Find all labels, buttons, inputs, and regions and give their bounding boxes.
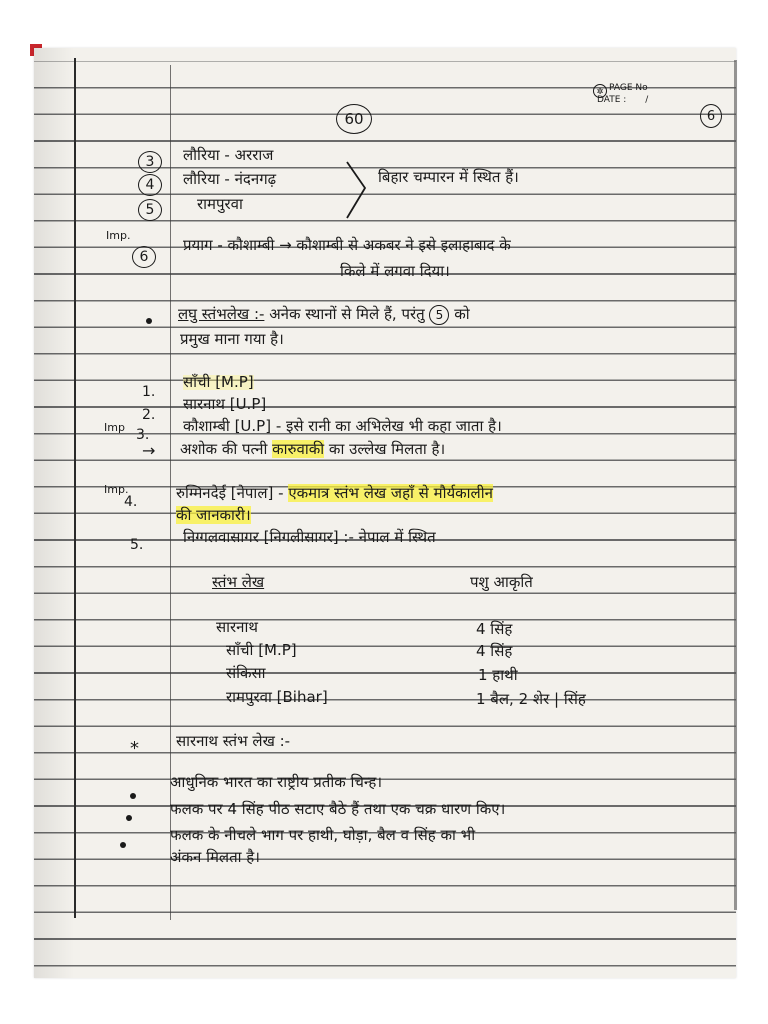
table-cell: 4 सिंह <box>476 620 513 638</box>
sarnath-bullet-3-cont: अंकन मिलता है। <box>170 848 260 866</box>
list-num-5: 5. <box>130 537 144 553</box>
circled-number-4 <box>138 174 162 196</box>
table-cell: संकिसा <box>226 664 266 682</box>
table-cell: 4 सिंह <box>476 642 513 660</box>
list-num-4: 4. <box>124 494 138 510</box>
karuvaki-highlight: कारुवाकी <box>272 440 325 458</box>
imp-mark-4: Imp. <box>104 483 129 496</box>
sarnath-bullet-1: आधुनिक भारत का राष्ट्रीय प्रतीक चिन्ह। <box>170 773 383 791</box>
nigalisagar-line: निग्गलवासागर [निगलीसागर] :- नेपाल में स्थित <box>183 528 436 546</box>
list-num-3: 3. <box>136 427 150 443</box>
table-cell: 1 बैल, 2 शेर | सिंह <box>476 690 586 708</box>
minor-sanchi: साँची [M.P] <box>183 373 254 391</box>
num-4: 4 <box>145 177 155 193</box>
ashoka-wife-line <box>180 442 445 457</box>
corner-mark: 6 <box>706 108 716 124</box>
pillar-rampurva: रामपुरवा <box>197 195 243 213</box>
right-page-edge <box>734 60 737 910</box>
ashoka-wife-pre: अशोक की पत्नी <box>180 440 268 458</box>
table-cell: साँची [M.P] <box>226 641 297 659</box>
bullet-dot <box>126 815 132 821</box>
star-mark-icon: * <box>130 738 139 759</box>
minor-edicts-end: को <box>454 305 470 323</box>
table-header-animal: पशु आकृति <box>470 573 533 591</box>
rummindei-pre: रुम्मिनदेई [नेपाल] - <box>176 484 284 502</box>
rummindei-highlight-2: की जानकारी। <box>176 506 251 524</box>
imp-mark-3: Imp <box>104 421 125 434</box>
star-icon: ✲ <box>593 84 607 98</box>
list-num-1: 1. <box>142 384 156 400</box>
rummindei-line2 <box>176 508 251 523</box>
minor-edicts-heading: लघु स्तंभलेख :- <box>178 305 265 323</box>
page-shadow <box>34 48 74 978</box>
sarnath-heading: सारनाथ स्तंभ लेख :- <box>176 732 291 750</box>
table-header-edict: स्तंभ लेख <box>212 573 265 591</box>
brace-icon <box>345 160 369 220</box>
sarnath-bullet-3: फलक के नीचले भाग पर हाथी, घोड़ा, बैल व सिंह का भी <box>170 826 476 844</box>
circled-number-6 <box>132 246 156 268</box>
rummindei-highlight: एकमात्र स्तंभ लेख जहाँ से मौर्यकालीन <box>288 484 493 502</box>
page-label: PAGE No <box>609 83 648 93</box>
table-cell: 1 हाथी <box>478 666 518 684</box>
page-date-box <box>597 83 648 106</box>
minor-kaushambi: कौशाम्बी [U.P] - इसे रानी का अभिलेख भी कहा जाता है। <box>183 417 502 435</box>
date-value: / <box>645 94 649 105</box>
rummindei-line1 <box>176 486 493 501</box>
date-label: DATE : <box>597 94 627 105</box>
list-num-2: 2. <box>142 407 156 423</box>
num-3: 3 <box>145 154 155 170</box>
inner-margin-line <box>170 65 171 920</box>
ashoka-wife-post: का उल्लेख मिलता है। <box>328 440 446 458</box>
sarnath-bullet-2: फलक पर 4 सिंह पीठ सटाए बैठे हैं तथा एक चक्र धारण किए। <box>170 800 506 818</box>
table-cell: सारनाथ <box>216 618 258 636</box>
circled-number-5 <box>138 199 162 221</box>
prayag-kaushambi-line1: प्रयाग - कौशाम्बी → कौशाम्बी से अकबर ने इसे इलाहाबाद के <box>183 236 511 254</box>
minor-sarnath: सारनाथ [U.P] <box>183 395 267 413</box>
minor-edicts-line2: प्रमुख माना गया है। <box>180 330 284 348</box>
table-cell: रामपुरवा [Bihar] <box>226 688 328 706</box>
imp-mark-6: Imp. <box>106 229 131 242</box>
prayag-kaushambi-line2: किले में लगवा दिया। <box>340 262 450 280</box>
circled-number-3 <box>138 151 162 173</box>
minor-edicts-line1 <box>178 305 470 325</box>
page-number: 60 <box>344 110 364 128</box>
minor-edicts-text: अनेक स्थानों से मिले हैं, परंतु <box>269 305 425 323</box>
bullet-dot <box>146 318 152 324</box>
arrow-icon: → <box>142 441 156 460</box>
bihar-champaran-note: बिहार चम्पारन में स्थित हैं। <box>378 168 519 186</box>
bullet-dot <box>120 842 126 848</box>
pillar-lauriya-nandangarh: लौरिया - नंदनगढ़ <box>183 170 277 188</box>
pillar-lauriya-araraj: लौरिया - अरराज <box>183 146 274 164</box>
circled-5-inline: 5 <box>429 305 449 325</box>
num-6: 6 <box>139 249 149 265</box>
page-number-circle <box>336 104 372 134</box>
bullet-dot <box>130 793 136 799</box>
num-5: 5 <box>145 202 155 218</box>
left-margin-line <box>74 58 76 918</box>
corner-circle <box>700 104 722 128</box>
